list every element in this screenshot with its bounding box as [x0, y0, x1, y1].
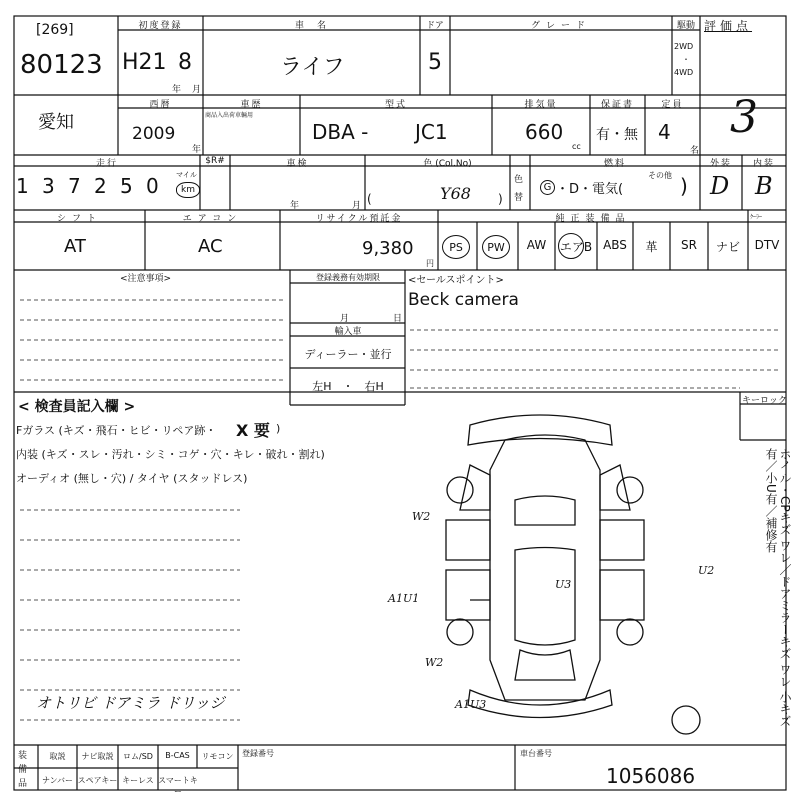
drive-2wd: 2WD: [674, 42, 694, 51]
footer-smart-key: スマートキー: [158, 776, 198, 796]
cooler-label: ｸｰﾗｰ: [750, 214, 763, 221]
sales-label: <セールスポイント>: [408, 275, 504, 286]
mileage-digit: 2: [94, 174, 107, 198]
seireki-label: 西暦: [149, 100, 172, 110]
reg-month: 月: [340, 314, 351, 324]
mileage-digit: 7: [68, 174, 81, 198]
drive-4wd: 4WD: [674, 68, 694, 77]
capacity-unit: 名: [690, 146, 701, 156]
grade-label: グレード: [530, 21, 591, 31]
lot-number: 80123: [20, 50, 103, 80]
color-close: ): [498, 192, 503, 206]
meter-label: $R#: [205, 156, 225, 166]
history-sub: 商品入出荷車輛用: [205, 112, 254, 119]
cc-unit: cc: [572, 142, 581, 151]
equip-dtv: DTV: [754, 238, 780, 252]
history-label: 車歴: [240, 100, 263, 110]
ac-label: エアコン: [182, 214, 243, 224]
inspector-title: < 検査員記入欄 >: [18, 399, 136, 415]
interior-label: 内装: [752, 159, 775, 169]
repaint-2: 替: [514, 193, 524, 203]
mark-a1u3: A1U3: [455, 698, 487, 711]
model-name: ライフ: [280, 55, 345, 80]
shift-value: AT: [64, 236, 86, 257]
chassis-number: 1056086: [606, 764, 696, 788]
footer-bcas: B-CAS: [165, 751, 190, 760]
score-value: 3: [730, 92, 758, 143]
drive-label: 駆動: [676, 21, 695, 31]
doors-value: 5: [428, 50, 442, 75]
mark-u2: U2: [698, 564, 715, 577]
registration-label: 登録義務有効期限: [316, 273, 380, 282]
equip-abs: ABS: [603, 238, 627, 252]
mileage-digit: 1: [16, 174, 29, 198]
yen-unit: 円: [426, 259, 434, 268]
airbag-circle-mark: [558, 233, 584, 259]
equipment-label: 純正装備品: [555, 214, 631, 224]
exterior-grade: D: [710, 172, 730, 200]
inspector-line2: 内装 (キズ・スレ・汚れ・シミ・コゲ・穴・キレ・破れ・割れ): [16, 448, 325, 461]
fuel-g-circled: G: [540, 180, 555, 195]
unit-km-circled: km: [176, 182, 200, 198]
footer-manual: 取説: [49, 752, 66, 761]
mileage-digit: 5: [120, 174, 133, 198]
recycle-label: リサイクル預託金: [315, 214, 403, 224]
mark-w2-front: W2: [425, 656, 444, 669]
footer-spare-key: スペアキー: [77, 776, 118, 785]
year-unit-2: 年: [192, 145, 203, 155]
first-reg-era: H21: [122, 50, 167, 75]
capacity-label: 定員: [661, 100, 684, 110]
footer-side-3: 品: [18, 779, 28, 789]
equip-pw-circled: PW: [482, 235, 510, 259]
warranty-label: 保証書: [600, 100, 634, 110]
fuel-close: ): [680, 174, 688, 198]
footer-rom-sd: ロム/SD: [123, 752, 153, 761]
insp-year: 年: [290, 201, 301, 211]
ac-value: AC: [198, 236, 223, 257]
mileage-digit: 0: [146, 174, 159, 198]
vertical-note: ホイル・CPキズ ワレ／ドアミラーキズ ワレ 小キズ有／小U有／補修有: [764, 448, 792, 728]
fuel-rest: ・D・電気(: [556, 182, 624, 197]
import-label: 輸入車: [334, 327, 362, 337]
year-unit: 年: [172, 85, 183, 95]
displacement-label: 排気量: [524, 100, 558, 110]
unit-mile: マイル: [176, 171, 197, 179]
mark-a1u1: A1U1: [388, 592, 420, 605]
footer-side-1: 装: [18, 751, 28, 761]
interior-grade: B: [755, 172, 773, 200]
equip-navi: ナビ: [715, 240, 740, 254]
capacity-value: 4: [658, 120, 671, 144]
chassis-label: 車台番号: [520, 749, 552, 758]
first-reg-month: 8: [178, 50, 192, 75]
reg-day: 日: [393, 314, 404, 324]
type-label: 型式: [384, 100, 407, 110]
sales-text: Beck camera: [408, 290, 519, 310]
equip-leather: 革: [645, 240, 658, 254]
year-value: 2009: [132, 124, 176, 144]
color-code: Y68: [440, 184, 471, 203]
reg-number-label: 登録番号: [242, 749, 274, 758]
caution-label: <注意事項>: [120, 274, 172, 284]
key-lock-label: キーロック: [742, 396, 787, 406]
recycle-fee: 9,380: [362, 238, 414, 259]
repaint-1: 色: [514, 175, 524, 185]
type-code: JC1: [415, 120, 448, 144]
inspection-label: 車検: [286, 159, 309, 169]
mileage-digit: 3: [42, 174, 55, 198]
equip-ps-circled: PS: [442, 235, 470, 259]
exterior-label: 外装: [709, 159, 732, 169]
inspector-line1: Fガラス (キズ・飛石・ヒビ・リペア跡・: [16, 424, 217, 437]
model-name-label: 車 名: [294, 21, 328, 31]
inspector-line1-end: ): [276, 422, 281, 435]
equip-airbag: エアB: [559, 240, 593, 254]
month-unit: 月: [192, 85, 203, 95]
displacement-value: 660: [525, 120, 564, 144]
mileage-digits: [16, 174, 172, 198]
shift-label: シフト: [56, 214, 102, 224]
footer-side-2: 備: [18, 765, 28, 775]
inspector-line3: オーディオ (無し・穴) / タイヤ (スタッドレス): [16, 472, 248, 485]
equip-aw: AW: [526, 238, 547, 252]
footer-navi-manual: ナビ取説: [81, 752, 114, 761]
dealer-text: ディーラー・並行: [304, 348, 392, 361]
drive-dot: ・: [682, 55, 690, 64]
type-prefix: DBA -: [312, 120, 369, 144]
footer-number-plate: ナンバー: [41, 776, 74, 785]
fuel-other: その他: [648, 171, 672, 180]
handwritten-note: オトリビ ドアミラ ドリッジ: [36, 694, 225, 712]
mark-u3: U3: [555, 578, 572, 591]
lot-bracket: [269]: [36, 22, 74, 38]
score-label: 評価点: [704, 19, 753, 33]
footer-keyless: キーレス: [122, 776, 154, 785]
handle-text: 左H ・ 右H: [312, 380, 384, 393]
mileage-label: 走行: [95, 159, 118, 169]
prefecture: 愛知: [38, 112, 74, 133]
footer-remote: リモコン: [201, 752, 234, 761]
color-open: (: [367, 192, 372, 206]
inspector-line1-x: X 要: [236, 421, 270, 440]
fuel-label: 燃料: [603, 159, 626, 169]
doors-label: ドア: [426, 21, 444, 31]
equip-sr: SR: [681, 238, 697, 252]
mark-w2-rear: W2: [412, 510, 431, 523]
color-label: 色 (Col.No): [423, 159, 472, 169]
warranty-value: 有・無: [596, 127, 638, 143]
first-reg-label: 初度登録: [138, 21, 183, 31]
insp-month: 月: [352, 201, 363, 211]
